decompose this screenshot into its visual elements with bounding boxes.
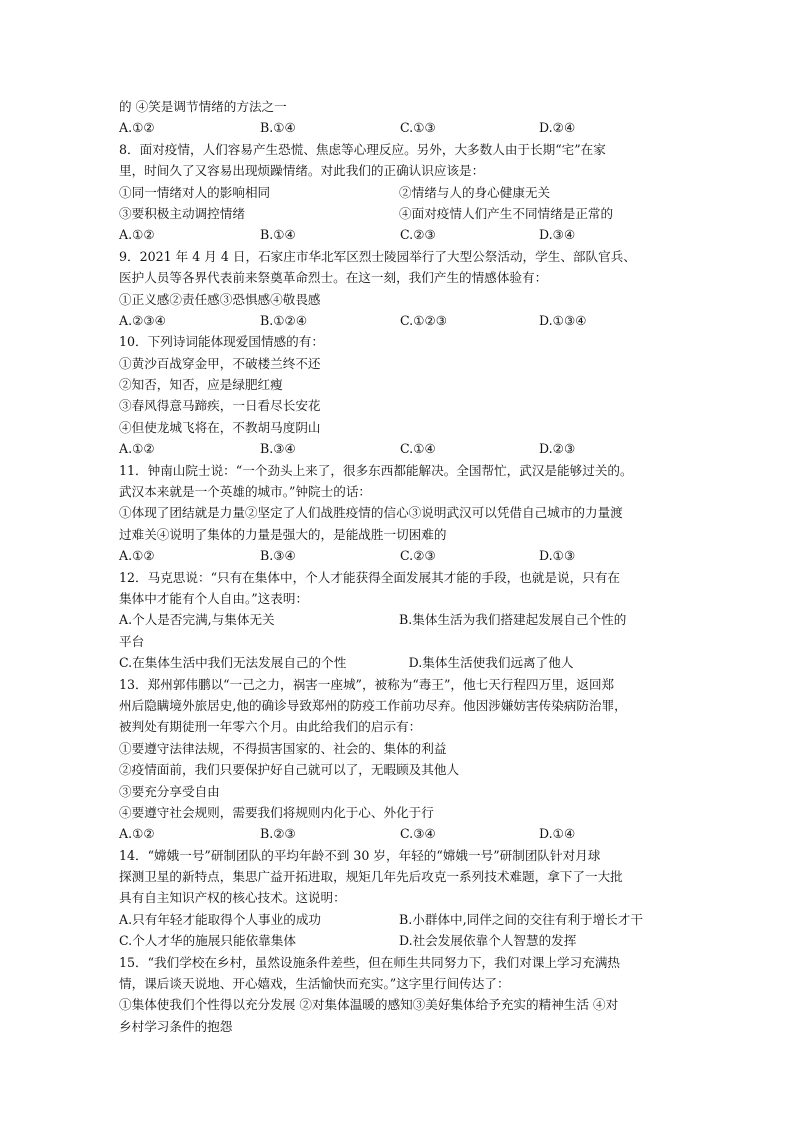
q12-options-row-2	[119, 652, 679, 673]
q12-option-b: B.集体生活为我们搭建起发展自己个性的	[399, 612, 627, 628]
q8-options	[119, 224, 679, 245]
q10-option-a: A.①②	[119, 441, 155, 457]
q8-option-d: D.③④	[539, 227, 576, 243]
q10-option-c: C.①④	[400, 441, 436, 457]
q11-statements-line-2: 过难关④说明了集体的力量是强大的，是能战胜一切困难的	[119, 526, 447, 542]
q15-statements-line-1: ①集体使我们个性得以充分发展 ②对集体温暖的感知③美好集体给予充实的精神生活 ④对	[119, 997, 619, 1013]
q8-option-b: B.①④	[260, 227, 296, 243]
q9-stem-line-1: 9．2021 年 4 月 4 日，石家庄市华北军区烈士陵园举行了大型公祭活动，学生、部队官兵、	[119, 248, 636, 264]
q14-stem-line-3: 具有自主知识产权的核心技术。这说明：	[119, 890, 346, 906]
q8-statement-3: ③要积极主动调控情绪	[119, 205, 245, 221]
q11-option-a: A.①②	[119, 548, 155, 564]
q13-statement-3: ③要充分享受自由	[119, 783, 220, 799]
q13-options	[119, 823, 679, 844]
q10-statement-4: ④但使龙城飞将在，不教胡马度阴山	[119, 419, 321, 435]
q10-statement-1: ①黄沙百战穿金甲，不破楼兰终不还	[119, 355, 321, 371]
q9-option-c: C.①②③	[400, 312, 448, 328]
q9-stem-line-2: 医护人员等各界代表前来祭奠革命烈士。在这一刻，我们产生的情感体验有：	[119, 270, 548, 286]
q14-options-row-1	[119, 909, 679, 930]
q11-option-c: C.②③	[400, 548, 436, 564]
q9-option-d: D.①③④	[539, 312, 587, 328]
q15-stem-line-2: 情，课后谈天说地、开心嬉戏，生活愉快而充实。”这字里行间传达了：	[119, 976, 510, 992]
q9-option-a: A.②③④	[119, 312, 166, 328]
q8-statement-1: ①同一情绪对人的影响相同	[119, 184, 271, 200]
q8-stem-line-1: 8．面对疫情，人们容易产生恐慌、焦虑等心理反应。另外，大多数人由于长期“宅”在家	[119, 141, 606, 157]
q8-option-c: C.②③	[400, 227, 436, 243]
q10-option-d: D.②③	[539, 441, 576, 457]
q13-stem-line-2: 州后隐瞒境外旅居史,他的确诊导致郑州的防疫工作前功尽弃。他因涉嫌妨害传染病防治罪，	[119, 697, 627, 713]
q11-statements-line-1: ①体现了团结就是力量②坚定了人们战胜疫情的信心③说明武汉可以凭借自己城市的力量渡	[119, 505, 623, 521]
q7-option-c: C.①③	[400, 120, 436, 136]
q14-options-row-2	[119, 930, 679, 951]
q8-statement-2: ②情绪与人的身心健康无关	[399, 184, 551, 200]
q14-stem-line-2: 探测卫星的新特点，集思广益开拓进取，规矩几年先后攻克一系列技术难题，拿下了一大批	[119, 869, 623, 885]
q13-option-a: A.①②	[119, 826, 155, 842]
q11-option-d: D.①③	[539, 548, 576, 564]
q12-options-row-1	[119, 609, 679, 630]
q12-stem-line-2: 集体中才能有个人自由。”这表明：	[119, 590, 309, 606]
q14-option-c: C.个人才华的施展只能依靠集体	[119, 933, 296, 949]
q10-options	[119, 438, 679, 459]
q8-stem-line-2: 里，时间久了又容易出现烦躁情绪。对此我们的正确认识应该是：	[119, 163, 485, 179]
q12-option-b-continued: 平台	[119, 633, 145, 649]
q14-option-b: B.小群体中,同伴之间的交往有利于增长才干	[399, 911, 643, 927]
q11-option-b: B.③④	[260, 548, 296, 564]
q11-stem-line-1: 11．钟南山院士说：“一个劲头上来了，很多东西都能解决。全国帮忙，武汉是能够过关的。	[119, 462, 633, 478]
q11-options	[119, 545, 679, 566]
q13-statement-1: ①要遵守法律法规，不得损害国家的、社会的、集体的利益	[119, 740, 447, 756]
q9-statements: ①正义感②责任感③恐惧感④敬畏感	[119, 291, 321, 307]
q13-option-d: D.①④	[539, 826, 576, 842]
q11-stem-line-2: 武汉本来就是一个英雄的城市。”钟院士的话：	[119, 484, 372, 500]
q14-option-d: D.社会发展依靠个人智慧的发挥	[399, 933, 577, 949]
q13-stem-line-3: 被判处有期徒刑一年零六个月。由此给我们的启示有：	[119, 719, 422, 735]
q7-tail-line: 的 ④笑是调节情绪的方法之一	[119, 99, 287, 114]
q13-stem-line-1: 13．郑州郭伟鹏以“一己之力，祸害一座城”，被称为“毒王”，他七天行程四万里，返回郑	[119, 676, 615, 692]
q13-statement-2: ②疫情面前，我们只要保护好自己就可以了，无暇顾及其他人	[119, 762, 460, 778]
q7-option-b: B.①④	[260, 120, 296, 136]
q13-option-b: B.②③	[260, 826, 296, 842]
q12-option-d: D.集体生活使我们远离了他人	[408, 655, 574, 671]
q7-option-a: A.①②	[119, 120, 155, 136]
q15-stem-line-1: 15．“我们学校在乡村，虽然设施条件差些，但在师生共同努力下，我们对课上学习充满热	[119, 954, 621, 970]
q8-statement-4: ④面对疫情人们产生不同情绪是正常的	[399, 205, 614, 221]
q13-option-c: C.③④	[400, 826, 436, 842]
q14-stem-line-1: 14．“嫦娥一号”研制团队的平均年龄不到 30 岁，年轻的“嫦娥一号”研制团队针对月球	[119, 847, 601, 863]
q12-option-a: A.个人是否完满,与集体无关	[119, 612, 275, 628]
q7-option-d: D.②④	[539, 120, 576, 136]
q10-option-b: B.③④	[260, 441, 296, 457]
q9-option-b: B.①②④	[260, 312, 308, 328]
q8-statements-row-2	[119, 203, 679, 224]
q10-stem: 10．下列诗词能体现爱国情感的有：	[119, 334, 324, 350]
question-content	[119, 96, 679, 1037]
q14-option-a: A.只有年轻才能取得个人事业的成功	[119, 911, 322, 927]
q8-statements-row-1	[119, 182, 679, 203]
q13-statement-4: ④要遵守社会规则，需要我们将规则内化于心、外化于行	[119, 804, 434, 820]
q8-option-a: A.①②	[119, 227, 155, 243]
q15-statements-line-2: 乡村学习条件的抱怨	[119, 1018, 233, 1034]
q9-options	[119, 310, 679, 331]
q10-statement-2: ②知否，知否，应是绿肥红瘦	[119, 377, 283, 393]
q7-options	[119, 117, 679, 138]
q10-statement-3: ③春风得意马蹄疾，一日看尽长安花	[119, 398, 321, 414]
q12-option-c: C.在集体生活中我们无法发展自己的个性	[119, 655, 347, 671]
q12-stem-line-1: 12．马克思说：“只有在集体中，个人才能获得全面发展其才能的手段，也就是说，只有在	[119, 569, 621, 585]
